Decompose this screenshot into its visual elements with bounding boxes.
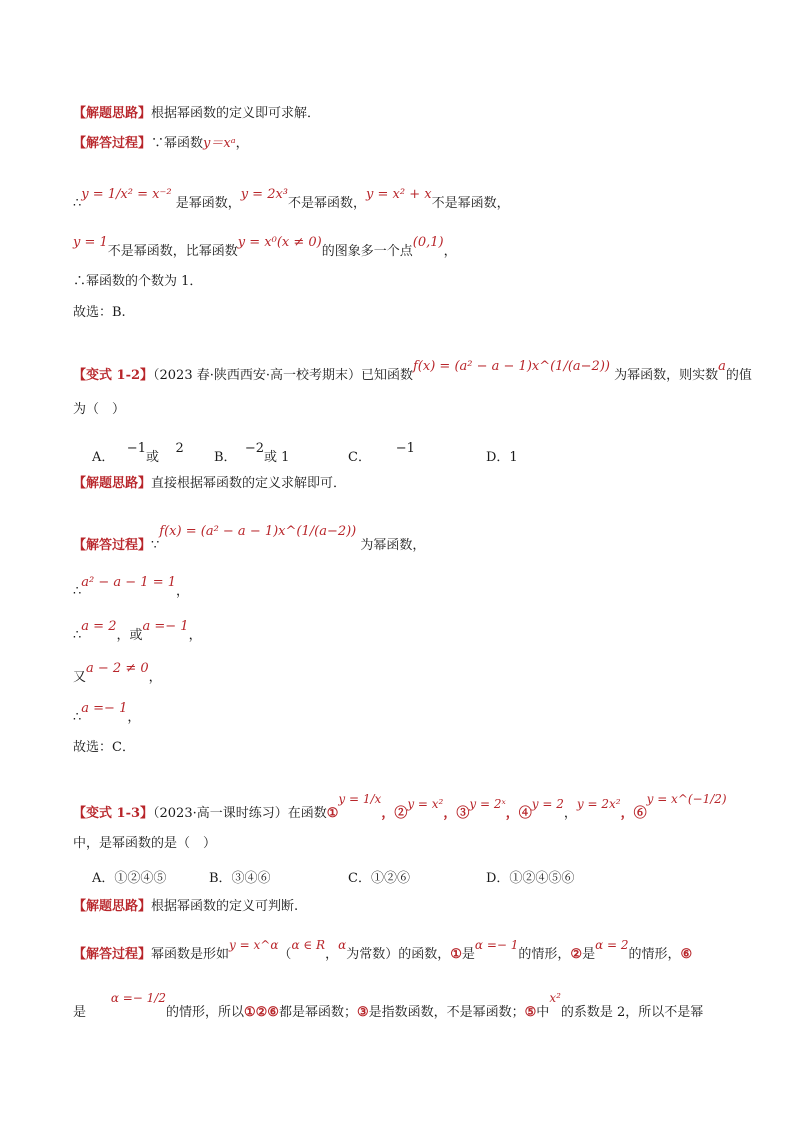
option-label: B． [214, 450, 237, 465]
option-b [209, 867, 271, 886]
text: ， [443, 244, 457, 259]
line-think-2 [73, 476, 346, 492]
line-process-3b [73, 991, 704, 1021]
text: 的值 [725, 368, 752, 383]
math: f(x) = (a² − a − 1)x^(1/(a−2)) [413, 359, 610, 374]
text: 根据幂函数的定义可判断. [151, 899, 299, 914]
text: ∴幂函数的个数为 1． [73, 274, 203, 289]
step-3 [73, 661, 162, 686]
text: 的图象多一个点 [321, 244, 413, 259]
text: 或 [145, 450, 159, 465]
option-a [92, 867, 166, 886]
math: a [718, 359, 726, 374]
option-c [348, 441, 415, 465]
text: 故选：C． [73, 740, 135, 755]
text: ， [127, 710, 141, 725]
text: 是 [582, 947, 596, 962]
line-count [73, 274, 202, 290]
text: 直接根据幂函数的定义求解即可． [151, 476, 347, 491]
math: y = x^(−1/2) [646, 792, 727, 806]
text: 的情形， [628, 947, 681, 962]
text: 幂函数是形如 [151, 947, 230, 962]
text: 是指数函数，不是幂函数； [368, 1005, 525, 1020]
option-d [486, 867, 574, 886]
text: ∵幂函数 [151, 136, 204, 151]
option-a [92, 441, 184, 465]
math: (0,1) [412, 235, 444, 250]
option-text: D．①②④⑤⑥ [486, 871, 575, 886]
text: 不是幂函数，比幂函数 [107, 244, 238, 259]
text: 又 [73, 670, 87, 685]
line-result-2 [73, 235, 457, 260]
circled-number: ① [326, 806, 339, 821]
line-process-3 [73, 938, 693, 963]
line-answer-2 [73, 740, 135, 756]
text: 的情形， [518, 947, 571, 962]
circled-number: ①②⑥ [243, 1005, 279, 1020]
text: 是 [461, 947, 475, 962]
option-text: C．①②⑥ [348, 871, 410, 886]
option-b [214, 441, 290, 465]
circled-number: ，② [381, 806, 408, 821]
math: y = 2x³ [240, 187, 289, 202]
text: 为常数）的函数， [346, 947, 451, 962]
math: α [338, 938, 347, 952]
question-1-2-line2 [73, 402, 125, 418]
text: ， [148, 670, 162, 685]
math: y＝xᵃ [203, 136, 236, 151]
tag-variant: 【变式 1-2】 [73, 368, 154, 383]
math: y = x² + x [366, 187, 432, 202]
option-text: A．①②④⑤ [92, 871, 167, 886]
option-label: D．1 [486, 450, 518, 465]
circled-number: ，⑥ [620, 806, 647, 821]
math: y = 1/x [338, 792, 382, 806]
therefore: ∴ [73, 584, 82, 599]
text: ， [563, 806, 577, 821]
tag-variant: 【变式 1-3】 [73, 806, 154, 821]
text: 是 [73, 1005, 87, 1020]
circled-number: ，④ [505, 806, 532, 821]
line-answer-1 [73, 305, 126, 321]
text: ，或 [116, 628, 143, 643]
tag-process: 【解答过程】 [73, 947, 152, 962]
text: 的系数是 2，所以不是幂 [560, 1005, 704, 1020]
math: y = x⁰(x ≠ 0) [237, 235, 322, 250]
tag-process: 【解答过程】 [73, 136, 152, 151]
math: f(x) = (a² − a − 1)x^(1/(a−2)) [159, 524, 357, 539]
math: α ∈ R [291, 938, 326, 952]
text: 不是幂函数， [431, 196, 510, 211]
text: 都是幂函数； [278, 1005, 357, 1020]
math: α = 2 [595, 938, 629, 952]
math: −2 [244, 441, 264, 456]
line-think-3 [73, 899, 298, 915]
option-label: C． [348, 450, 371, 465]
text: 故选：B. [73, 305, 126, 320]
text: 为（ ） [73, 402, 126, 417]
line-process-1 [73, 136, 249, 152]
text: ， [176, 584, 190, 599]
therefore: ∴ [73, 196, 82, 211]
text: 不是幂函数， [288, 196, 367, 211]
tag-think: 【解题思路】 [73, 476, 152, 491]
math: y = 1/x² = x⁻² [81, 187, 172, 202]
text: （ [278, 947, 292, 962]
option-text: B．③④⑥ [209, 871, 271, 886]
line-think-1 [73, 106, 320, 122]
circled-number: ③ [356, 1005, 369, 1020]
circled-number: ，③ [443, 806, 470, 821]
question-1-3 [73, 792, 727, 822]
text: 的情形，所以 [165, 1005, 244, 1020]
source: （2023·高一课时练习）在函数 [153, 806, 327, 821]
source: （2023 春·陕西西安·高一校考期末）已知函数 [153, 368, 413, 383]
tag-think: 【解题思路】 [73, 899, 152, 914]
line-process-2 [73, 524, 426, 554]
math: a =− 1 [81, 701, 128, 716]
text: ， [235, 136, 249, 151]
math: α =− 1 [474, 938, 519, 952]
tag-process: 【解答过程】 [73, 538, 152, 553]
math: −1 [395, 441, 415, 456]
math: a − 2 ≠ 0 [86, 661, 149, 676]
therefore: ∴ [73, 628, 82, 643]
circled-number: ② [570, 947, 583, 962]
circled-number: ⑤ [524, 1005, 537, 1020]
text: ， [325, 947, 339, 962]
text: 中，是幂函数的是（ ） [73, 836, 217, 851]
math: y = 2x² [576, 797, 621, 811]
text: ， [188, 628, 202, 643]
math: y = 2 [531, 797, 564, 811]
option-d [486, 446, 518, 465]
math: y = 1 [73, 235, 108, 250]
text: ∵ [151, 538, 160, 553]
therefore: ∴ [73, 710, 82, 725]
text: 为幂函数， [360, 538, 426, 553]
math: 2 [175, 441, 184, 456]
circled-number: ⑥ [680, 947, 693, 962]
step-2 [73, 619, 202, 644]
question-1-3-line2 [73, 836, 216, 852]
math: a =− 1 [142, 619, 189, 634]
option-c [348, 867, 410, 886]
math: −1 [126, 441, 146, 456]
math: y = x^α [229, 938, 279, 952]
math: a² − a − 1 = 1 [81, 575, 177, 590]
text: 是幂函数， [175, 196, 241, 211]
math: y = x² [407, 797, 444, 811]
text: 或 1 [264, 450, 290, 465]
math: y = 2ˣ [469, 797, 506, 811]
option-label: A． [92, 450, 115, 465]
tag-think: 【解题思路】 [73, 106, 152, 121]
line-result-1 [73, 187, 510, 212]
circled-number: ① [450, 947, 462, 962]
step-4 [73, 701, 141, 726]
text: 中 [536, 1005, 550, 1020]
question-1-2 [73, 359, 752, 384]
math: x² [549, 991, 561, 1005]
math: a = 2 [81, 619, 117, 634]
step-1 [73, 575, 190, 600]
text: 为幂函数，则实数 [614, 368, 719, 383]
math: α =− 1/2 [110, 991, 166, 1005]
text: 根据幂函数的定义即可求解． [151, 106, 321, 121]
